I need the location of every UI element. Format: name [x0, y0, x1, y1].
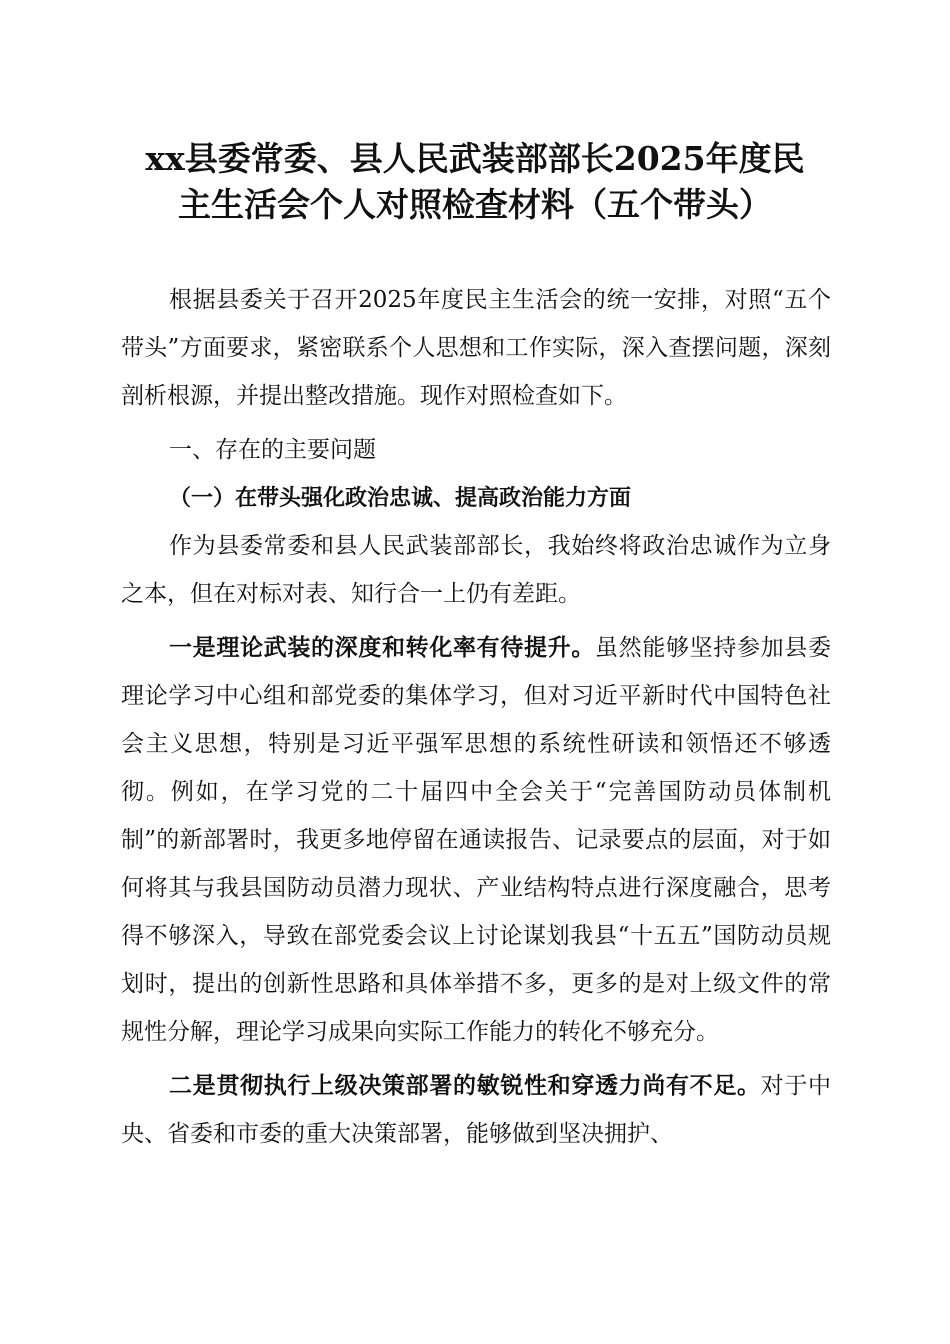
- section-heading: 一、存在的主要问题: [169, 437, 376, 463]
- document-title: [100, 136, 850, 228]
- document-body: [121, 276, 831, 1158]
- point-1-body: 虽然能够坚持参加县委理论学习中心组和部党委的集体学习，但对习近平新时代中国特色社会主义思想，特别是习近平强军思想的系统性研读和领悟还不够透彻。例如，在学习党的二十届四中全会关于“完善国防动员体制机制”的新部署时，我更多地停留在通读报告、记录要点的层面，对于如何将其与我县国防动员潜力现状、产业结构特点进行深度融合，思考得不够深入，导致在部党委会议上讨论谋划我县“十五五”国防动员规划时，提出的创新性思路和具体举措不多，更多的是对上级文件的常规性分解，理论学习成果向实际工作能力的转化不够充分。: [121, 635, 832, 1045]
- point-2-lead: 二是贯彻执行上级决策部署的敏锐性和穿透力尚有不足。: [169, 1072, 761, 1099]
- subsection-intro-paragraph: 作为县委常委和县人民武装部部长，我始终将政治忠诚作为立身之本，但在对标对表、知行合一上仍有差距。: [121, 533, 831, 607]
- intro-paragraph: 根据县委关于召开2025年度民主生活会的统一安排，对照“五个带头”方面要求，紧密联系个人思想和工作实际，深入查摆问题，深刻剖析根源，并提出整改措施。现作对照检查如下。: [121, 287, 831, 409]
- title-line-2: 主生活会个人对照检查材料（五个带头）: [178, 185, 772, 224]
- title-line-1: xx县委常委、县人民武装部部长2025年度民: [145, 139, 805, 178]
- point-1-lead: 一是理论武装的深度和转化率有待提升。: [169, 634, 595, 661]
- point-1-paragraph: [121, 624, 831, 1056]
- subsection-heading: （一）在带头强化政治忠诚、提高政治能力方面: [169, 485, 632, 511]
- point-2-body: 对于中央、省委和市委的重大决策部署，能够做到坚决拥护、: [121, 1073, 832, 1147]
- point-2-paragraph: [121, 1062, 831, 1158]
